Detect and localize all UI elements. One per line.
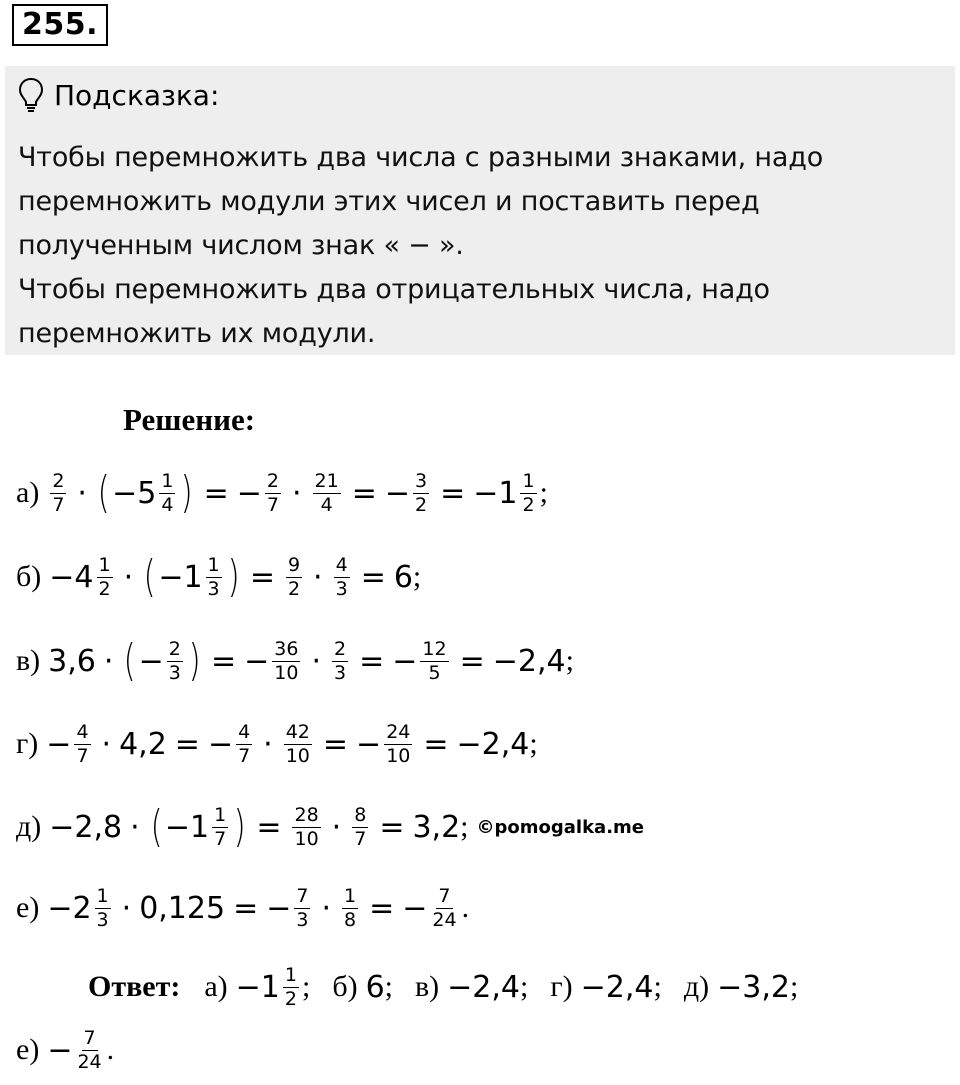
denominator: 2 xyxy=(287,577,301,600)
math-term: − xyxy=(266,890,292,926)
numerator: 1 xyxy=(214,803,227,826)
math-term: − xyxy=(236,475,262,511)
math-term: − xyxy=(392,643,418,679)
solution-title: Решение: xyxy=(123,402,256,437)
numerator: 24 xyxy=(386,720,411,743)
item-label: г) xyxy=(550,970,573,1003)
denominator: 7 xyxy=(76,744,89,767)
numerator: 7 xyxy=(438,884,451,907)
fraction xyxy=(95,886,111,931)
math-term: −2,8 xyxy=(49,809,123,845)
operator: · xyxy=(77,475,87,511)
hint-line: перемножить модули этих чисел и поставить перед xyxy=(18,186,760,217)
math-term: −2,4 xyxy=(580,969,654,1005)
denominator: 3 xyxy=(296,908,309,931)
denominator: 3 xyxy=(96,908,109,931)
operator: = xyxy=(423,726,449,762)
fraction xyxy=(413,471,429,516)
answer-item xyxy=(332,970,393,1005)
punctuation: ; xyxy=(520,970,529,1003)
fraction xyxy=(284,722,312,767)
math-term: 3,2 xyxy=(412,809,461,845)
operator: · xyxy=(311,643,322,679)
math-term: 6 xyxy=(393,559,413,595)
math-term: − xyxy=(384,475,411,511)
denominator: 7 xyxy=(52,493,65,516)
fraction xyxy=(265,471,281,516)
hint-header xyxy=(18,73,219,117)
item-label: е) xyxy=(16,1033,40,1066)
hint-line: перемножить их модули. xyxy=(18,318,376,349)
fraction xyxy=(286,555,302,600)
math-term: − xyxy=(244,643,270,679)
operator: = xyxy=(249,559,275,595)
denominator: 7 xyxy=(214,827,227,850)
math-term: −2,4 xyxy=(492,643,566,679)
operator: = xyxy=(369,890,395,926)
denominator: 5 xyxy=(428,661,441,684)
fraction xyxy=(97,555,113,600)
numerator: 1 xyxy=(207,553,220,576)
task-number: 255. xyxy=(12,4,108,46)
punctuation: ; xyxy=(539,476,548,509)
punctuation: ; xyxy=(565,644,574,677)
watermark: ©pomogalka.me xyxy=(476,816,645,838)
denominator: 24 xyxy=(77,1050,102,1073)
fraction xyxy=(430,886,458,931)
answer-item xyxy=(684,970,798,1005)
math-term: −2,4 xyxy=(456,726,530,762)
operator: = xyxy=(379,809,405,845)
fraction xyxy=(75,1028,103,1073)
math-term: 0,125 xyxy=(139,890,226,926)
item-label: б) xyxy=(332,970,358,1003)
denominator: 7 xyxy=(266,493,279,516)
fraction xyxy=(352,805,368,850)
denominator: 2 xyxy=(98,577,111,600)
parenthesis: ) xyxy=(233,801,246,852)
denominator: 24 xyxy=(432,908,457,931)
operator: = xyxy=(351,475,377,511)
fraction xyxy=(159,471,175,516)
item-label: б) xyxy=(16,560,42,593)
numerator: 1 xyxy=(161,469,174,492)
fraction xyxy=(520,471,536,516)
operator: = xyxy=(211,643,237,679)
solution-row-e xyxy=(16,873,469,943)
parenthesis: ( xyxy=(143,551,156,602)
lightbulb-icon xyxy=(18,77,44,113)
numerator: 12 xyxy=(422,637,447,660)
hint-line: Чтобы перемножить два числа с разными знаками, надо xyxy=(18,142,824,173)
solution-row-g xyxy=(16,709,538,779)
numerator: 1 xyxy=(344,884,357,907)
denominator: 10 xyxy=(274,661,299,684)
numerator: 3 xyxy=(415,469,428,492)
parenthesis: ( xyxy=(97,467,110,518)
denominator: 7 xyxy=(354,827,367,850)
punctuation: ; xyxy=(790,970,799,1003)
parenthesis: ( xyxy=(150,801,163,852)
denominator: 4 xyxy=(320,493,333,516)
math-term: − xyxy=(207,726,234,762)
numerator: 7 xyxy=(296,884,309,907)
denominator: 3 xyxy=(335,577,348,600)
denominator: 2 xyxy=(415,493,428,516)
math-term: − xyxy=(47,1032,73,1068)
item-label: в) xyxy=(16,644,41,677)
solution-row-a xyxy=(16,458,548,528)
math-term: 3,6 xyxy=(48,643,96,679)
math-term: 6 xyxy=(365,969,385,1005)
fraction xyxy=(283,965,299,1010)
math-term: −2,4 xyxy=(447,969,521,1005)
numerator: 21 xyxy=(314,469,339,492)
operator: = xyxy=(233,890,259,926)
math-term: −2 xyxy=(47,890,92,926)
numerator: 28 xyxy=(294,803,319,826)
numerator: 4 xyxy=(335,553,348,576)
operator: = xyxy=(256,809,282,845)
parenthesis: ) xyxy=(227,551,240,602)
fraction xyxy=(384,722,412,767)
math-term: −5 xyxy=(112,475,157,511)
fraction xyxy=(420,639,448,684)
answer-last-item xyxy=(16,1015,114,1085)
denominator: 10 xyxy=(386,744,411,767)
operator: = xyxy=(174,726,200,762)
fraction xyxy=(74,722,90,767)
item-label: д) xyxy=(16,810,42,843)
math-term: −1 xyxy=(235,969,280,1005)
hint-line: полученным числом знак « − ». xyxy=(18,230,464,261)
math-term: −1 xyxy=(158,559,203,595)
numerator: 2 xyxy=(266,469,279,492)
math-term: −1 xyxy=(473,475,518,511)
item-label: е) xyxy=(16,891,40,924)
denominator: 2 xyxy=(284,987,297,1010)
parenthesis: ) xyxy=(181,467,194,518)
fraction xyxy=(206,555,222,600)
math-term: −1 xyxy=(164,809,210,845)
numerator: 1 xyxy=(284,963,297,986)
operator: = xyxy=(359,643,385,679)
solution-row-v xyxy=(16,626,574,696)
punctuation: ; xyxy=(301,970,311,1003)
numerator: 1 xyxy=(98,553,111,576)
operator: · xyxy=(292,475,302,511)
punctuation: . xyxy=(106,1033,115,1066)
math-term: − xyxy=(46,726,72,762)
fraction xyxy=(294,886,310,931)
denominator: 3 xyxy=(334,661,347,684)
operator: · xyxy=(331,809,342,845)
operator: = xyxy=(360,559,386,595)
punctuation: ; xyxy=(653,970,662,1003)
denominator: 10 xyxy=(285,744,310,767)
numerator: 2 xyxy=(168,637,181,660)
hint-line: Чтобы перемножить два отрицательных числа, надо xyxy=(18,274,770,305)
punctuation: ; xyxy=(529,727,538,760)
operator: = xyxy=(203,475,229,511)
solution-row-d xyxy=(16,792,644,862)
item-label: а) xyxy=(204,970,228,1003)
solution-row-b xyxy=(16,542,421,612)
denominator: 2 xyxy=(522,493,535,516)
operator: · xyxy=(263,726,273,762)
denominator: 7 xyxy=(238,744,251,767)
fraction xyxy=(332,639,348,684)
denominator: 3 xyxy=(207,577,220,600)
math-term: −3,2 xyxy=(717,969,790,1005)
operator: · xyxy=(313,559,323,595)
fraction xyxy=(212,805,228,850)
answer-line xyxy=(88,952,820,1022)
fraction xyxy=(334,555,350,600)
math-term: − xyxy=(138,643,164,679)
operator: = xyxy=(322,726,349,762)
math-term: − xyxy=(402,890,428,926)
answer-item xyxy=(415,970,528,1005)
item-label: д) xyxy=(683,970,710,1003)
punctuation: . xyxy=(461,891,470,924)
item-label: а) xyxy=(16,476,40,509)
numerator: 7 xyxy=(83,1026,96,1049)
answer-item xyxy=(204,965,310,1010)
denominator: 3 xyxy=(168,661,181,684)
denominator: 4 xyxy=(161,493,174,516)
operator: · xyxy=(123,559,134,595)
parenthesis: ) xyxy=(188,635,201,686)
answer-title: Ответ: xyxy=(88,970,181,1003)
fraction xyxy=(50,471,66,516)
punctuation: ; xyxy=(384,970,394,1003)
fraction xyxy=(313,471,341,516)
fraction xyxy=(167,639,183,684)
numerator: 8 xyxy=(354,803,367,826)
parenthesis: ( xyxy=(123,635,137,686)
numerator: 9 xyxy=(287,553,301,576)
operator: · xyxy=(103,643,114,679)
denominator: 10 xyxy=(294,827,319,850)
math-term: −4 xyxy=(49,559,94,595)
operator: = xyxy=(459,643,485,679)
fraction xyxy=(292,805,320,850)
numerator: 1 xyxy=(522,469,535,492)
numerator: 42 xyxy=(285,720,310,743)
operator: = xyxy=(440,475,466,511)
numerator: 2 xyxy=(52,469,65,492)
item-label: г) xyxy=(16,727,39,760)
math-term: − xyxy=(356,726,382,762)
operator: · xyxy=(121,890,132,926)
fraction xyxy=(342,886,358,931)
denominator: 8 xyxy=(344,908,357,931)
operator: · xyxy=(130,809,140,845)
punctuation: ; xyxy=(460,810,469,843)
item-label: в) xyxy=(415,970,440,1003)
numerator: 1 xyxy=(96,884,109,907)
operator: · xyxy=(321,890,331,926)
punctuation: ; xyxy=(412,560,422,593)
hint-title: Подсказка: xyxy=(54,78,220,112)
numerator: 36 xyxy=(274,637,299,660)
numerator: 4 xyxy=(76,720,89,743)
fraction xyxy=(236,722,252,767)
answer-items xyxy=(204,965,820,1010)
answer-item xyxy=(550,970,662,1005)
math-term: 4,2 xyxy=(119,726,167,762)
numerator: 4 xyxy=(238,720,251,743)
fraction xyxy=(272,639,300,684)
numerator: 2 xyxy=(334,637,347,660)
operator: · xyxy=(101,726,112,762)
